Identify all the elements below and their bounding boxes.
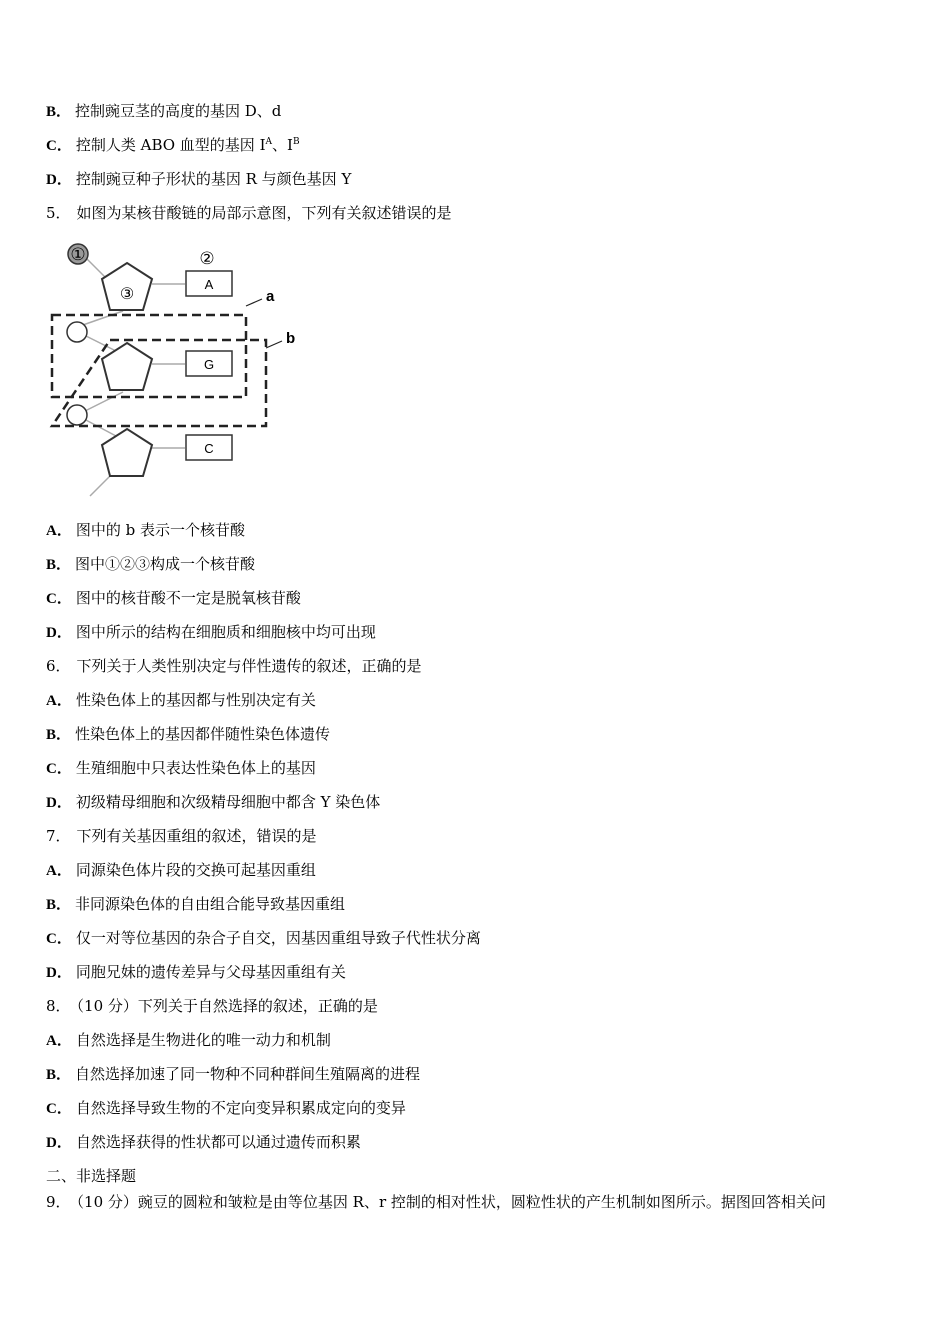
q5-option-a: A． 图中的 b 表示一个核苷酸	[46, 521, 245, 539]
phosphate-circle-2	[67, 322, 87, 342]
mark-3: ③	[119, 286, 135, 303]
nucleotide-chain-figure	[44, 238, 314, 503]
q7-stem: 7． 下列有关基因重组的叙述，错误的是	[46, 827, 317, 845]
q7-option-b: B． 非同源染色体的自由组合能导致基因重组	[46, 895, 346, 913]
q7-option-d: D． 同胞兄妹的遗传差异与父母基因重组有关	[46, 963, 346, 981]
q8-option-b: B． 自然选择加速了同一物种不同种群间生殖隔离的进程	[46, 1065, 421, 1083]
q8-option-c: C． 自然选择导致生物的不定向变异积累成定向的变异	[46, 1099, 406, 1117]
base-label-2: G	[203, 357, 215, 372]
base-label-1: A	[204, 277, 214, 292]
q6-option-c: C． 生殖细胞中只表达性染色体上的基因	[46, 759, 316, 777]
q4-option-c: C． 控制人类 ABO 血型的基因 $I^A$、$I^B$	[46, 136, 300, 154]
sugar-pentagon-2	[102, 343, 152, 390]
q5-option-b: B． 图中①②③构成一个核苷酸	[46, 555, 256, 573]
box-a-label: a	[266, 288, 275, 305]
mark-2: ②	[199, 249, 215, 268]
section-title: 二、非选择题	[46, 1167, 137, 1185]
q5-option-c: C． 图中的核苷酸不一定是脱氧核苷酸	[46, 589, 301, 607]
box-b-label: b	[286, 330, 296, 347]
mark-1: ①	[70, 245, 86, 264]
base-label-3: C	[204, 441, 214, 456]
q6-option-d: D． 初级精母细胞和次级精母细胞中都含 Y 染色体	[46, 793, 381, 811]
q8-stem: 8． （10 分）下列关于自然选择的叙述，正确的是	[46, 997, 378, 1015]
phosphate-circle-3	[67, 405, 87, 425]
q9-stem: 9． （10 分）豌豆的圆粒和皱粒是由等位基因 R、r 控制的相对性状，圆粒性状的产生机制如图所示。据图回答相关问	[46, 1193, 826, 1211]
q4-option-d: D． 控制豌豆种子形状的基因 R 与颜色基因 Y	[46, 170, 352, 188]
q5-stem: 5． 如图为某核苷酸链的局部示意图，下列有关叙述错误的是	[46, 204, 452, 222]
q7-option-c: C． 仅一对等位基因的杂合子自交，因基因重组导致子代性状分离	[46, 929, 481, 947]
q6-option-a: A． 性染色体上的基因都与性别决定有关	[46, 691, 316, 709]
q6-option-b: B． 性染色体上的基因都伴随性染色体遗传	[46, 725, 331, 743]
q8-option-a: A． 自然选择是生物进化的唯一动力和机制	[46, 1031, 331, 1049]
q6-stem: 6． 下列关于人类性别决定与伴性遗传的叙述，正确的是	[46, 657, 422, 675]
sugar-pentagon-3	[102, 429, 152, 476]
q7-option-a: A． 同源染色体片段的交换可起基因重组	[46, 861, 316, 879]
q4-option-b: B． 控制豌豆茎的高度的基因 D、d	[46, 102, 282, 120]
q5-option-d: D． 图中所示的结构在细胞质和细胞核中均可出现	[46, 623, 376, 641]
q8-option-d: D． 自然选择获得的性状都可以通过遗传而积累	[46, 1133, 361, 1151]
